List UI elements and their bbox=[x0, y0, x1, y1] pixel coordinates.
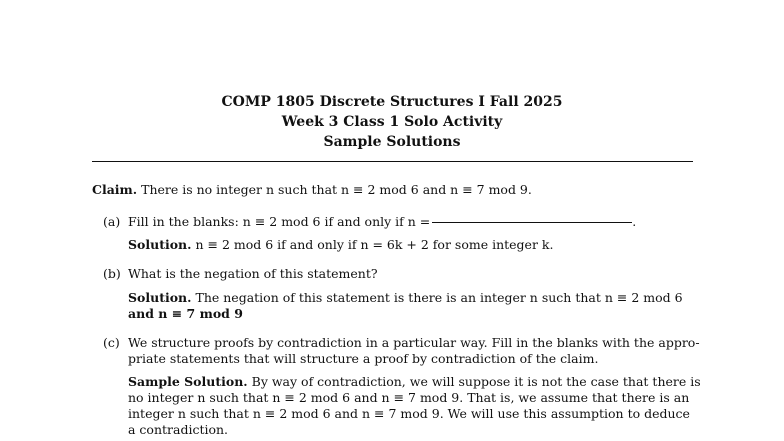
part-a-question-math: n ≡ 2 mod 6 if and only if n = bbox=[242, 214, 431, 229]
part-c-solution-line3: integer n such that n ≡ 2 mod 6 and n ≡ 7 mod 9. We will use this assumption to deduce bbox=[128, 406, 690, 421]
part-a-label: (a) bbox=[103, 214, 121, 229]
part-c-solution-text: By way of contradiction, we will suppose it is not the case that there is bbox=[251, 374, 701, 389]
part-b-label: (b) bbox=[103, 266, 121, 281]
part-b-solution-line1 bbox=[128, 290, 683, 306]
part-c-label: (c) bbox=[103, 335, 120, 350]
part-a-solution-text: n ≡ 2 mod 6 if and only if n = 6k + 2 for some integer k. bbox=[195, 237, 554, 252]
part-b-solution-label: Solution. bbox=[128, 290, 192, 305]
part-a-question-after: . bbox=[632, 214, 637, 229]
part-a-solution bbox=[128, 237, 553, 253]
part-c-solution-line1 bbox=[128, 374, 701, 390]
part-c-solution-line4: a contradiction. bbox=[128, 422, 229, 437]
part-a-question bbox=[128, 214, 636, 230]
part-a-question-before: Fill in the blanks: bbox=[128, 214, 243, 229]
claim bbox=[92, 182, 532, 198]
part-c-question-line1: We structure proofs by contradiction in a particular way. Fill in the blanks with the appro- bbox=[128, 335, 700, 350]
subtitle: Sample Solutions bbox=[323, 134, 461, 150]
part-b-solution-text: The negation of this statement is there is an integer n such that n ≡ 2 mod 6 bbox=[195, 290, 683, 305]
part-c-solution-label: Sample Solution. bbox=[128, 374, 248, 389]
claim-label: Claim. bbox=[92, 182, 138, 197]
part-c-question-line2: priate statements that will structure a proof by contradiction of the claim. bbox=[128, 351, 599, 366]
part-b-solution-line2: and n ≡ 7 mod 9 bbox=[128, 306, 243, 321]
activity-title: Week 3 Class 1 Solo Activity bbox=[281, 114, 503, 130]
claim-text: There is no integer n such that n ≡ 2 mod 6 and n ≡ 7 mod 9. bbox=[141, 182, 532, 197]
document-header bbox=[0, 92, 784, 152]
part-c-solution-line2: no integer n such that n ≡ 2 mod 6 and n ≡ 7 mod 9. That is, we assume that there is an bbox=[128, 390, 690, 405]
answer-blank bbox=[432, 222, 632, 223]
part-a-solution-label: Solution. bbox=[128, 237, 192, 252]
course-title: COMP 1805 Discrete Structures I Fall 2025 bbox=[221, 94, 563, 110]
part-b-question: What is the negation of this statement? bbox=[128, 266, 378, 281]
header-rule bbox=[92, 161, 693, 162]
